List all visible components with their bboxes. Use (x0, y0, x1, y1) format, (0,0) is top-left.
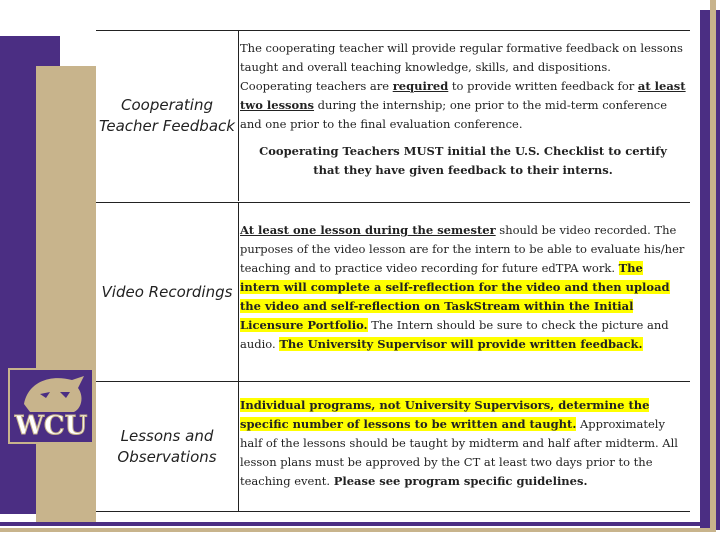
paragraph-bold-note: Cooperating Teachers MUST initial the U.S. Checklist to certify that they have given feedback to their interns. (259, 144, 667, 177)
emphasis-required: required (392, 79, 449, 93)
decorative-bar-gold-right (710, 0, 716, 530)
row-label: Cooperating Teacher Feedback (96, 31, 239, 201)
highlighted-text: Individual programs, not University Supervisors, determine the specific number of lessons to be written and taught. (240, 398, 650, 431)
paragraph (240, 39, 686, 134)
text: should be video recorded. The purposes of the video lesson are for the intern to be able to evaluate his/her teaching and to practice video recording for future edTPA work. (240, 223, 685, 275)
text: The cooperating teacher will provide regular formative feedback on lessons taught and overall teaching knowledge, skills, and dispositions. Cooperating teachers are (240, 41, 683, 93)
text: to provide written feedback for (448, 79, 638, 93)
table-row-lessons-and-observations (96, 381, 690, 512)
row-label: Lessons and Observations (96, 382, 239, 512)
table-row-cooperating-teacher-feedback (96, 31, 690, 201)
row-content (240, 382, 686, 512)
row-content (240, 31, 686, 201)
decorative-bar-gold-bottom (0, 528, 716, 532)
text: The Intern should be sure to check the picture and audio. (240, 318, 669, 351)
info-table (96, 30, 690, 512)
row-label: Video Recordings (96, 203, 239, 381)
table-row-video-recordings (96, 202, 690, 381)
catamount-logo-icon (10, 370, 92, 442)
text: Approximately half of the lessons should be taught by midterm and half after midterm. All lesson plans must be approved by the CT at least two days prior to the teaching event. (240, 417, 678, 488)
row-content (240, 203, 686, 381)
emphasis-lead: At least one lesson during the semester (240, 223, 496, 237)
wcu-logo (8, 368, 94, 444)
emphasis-guidelines: Please see program specific guidelines. (333, 474, 588, 488)
logo-text: WCU (14, 411, 88, 441)
text: during the internship; one prior to the mid-term conference and one prior to the final evaluation conference. (240, 98, 668, 131)
paragraph (240, 221, 686, 354)
emphasis-at-least-two-lessons: at least two lessons (240, 79, 686, 112)
highlighted-text: The intern will complete a self-reflection for the video and then upload the video and self-reflection on TaskStream within the Initial Licensure Portfolio. (240, 261, 670, 332)
highlighted-text: The University Supervisor will provide written feedback. (279, 337, 643, 351)
decorative-bar-purple-bottom (0, 522, 708, 526)
decorative-bar-gold-left (36, 66, 96, 524)
paragraph (240, 396, 686, 491)
